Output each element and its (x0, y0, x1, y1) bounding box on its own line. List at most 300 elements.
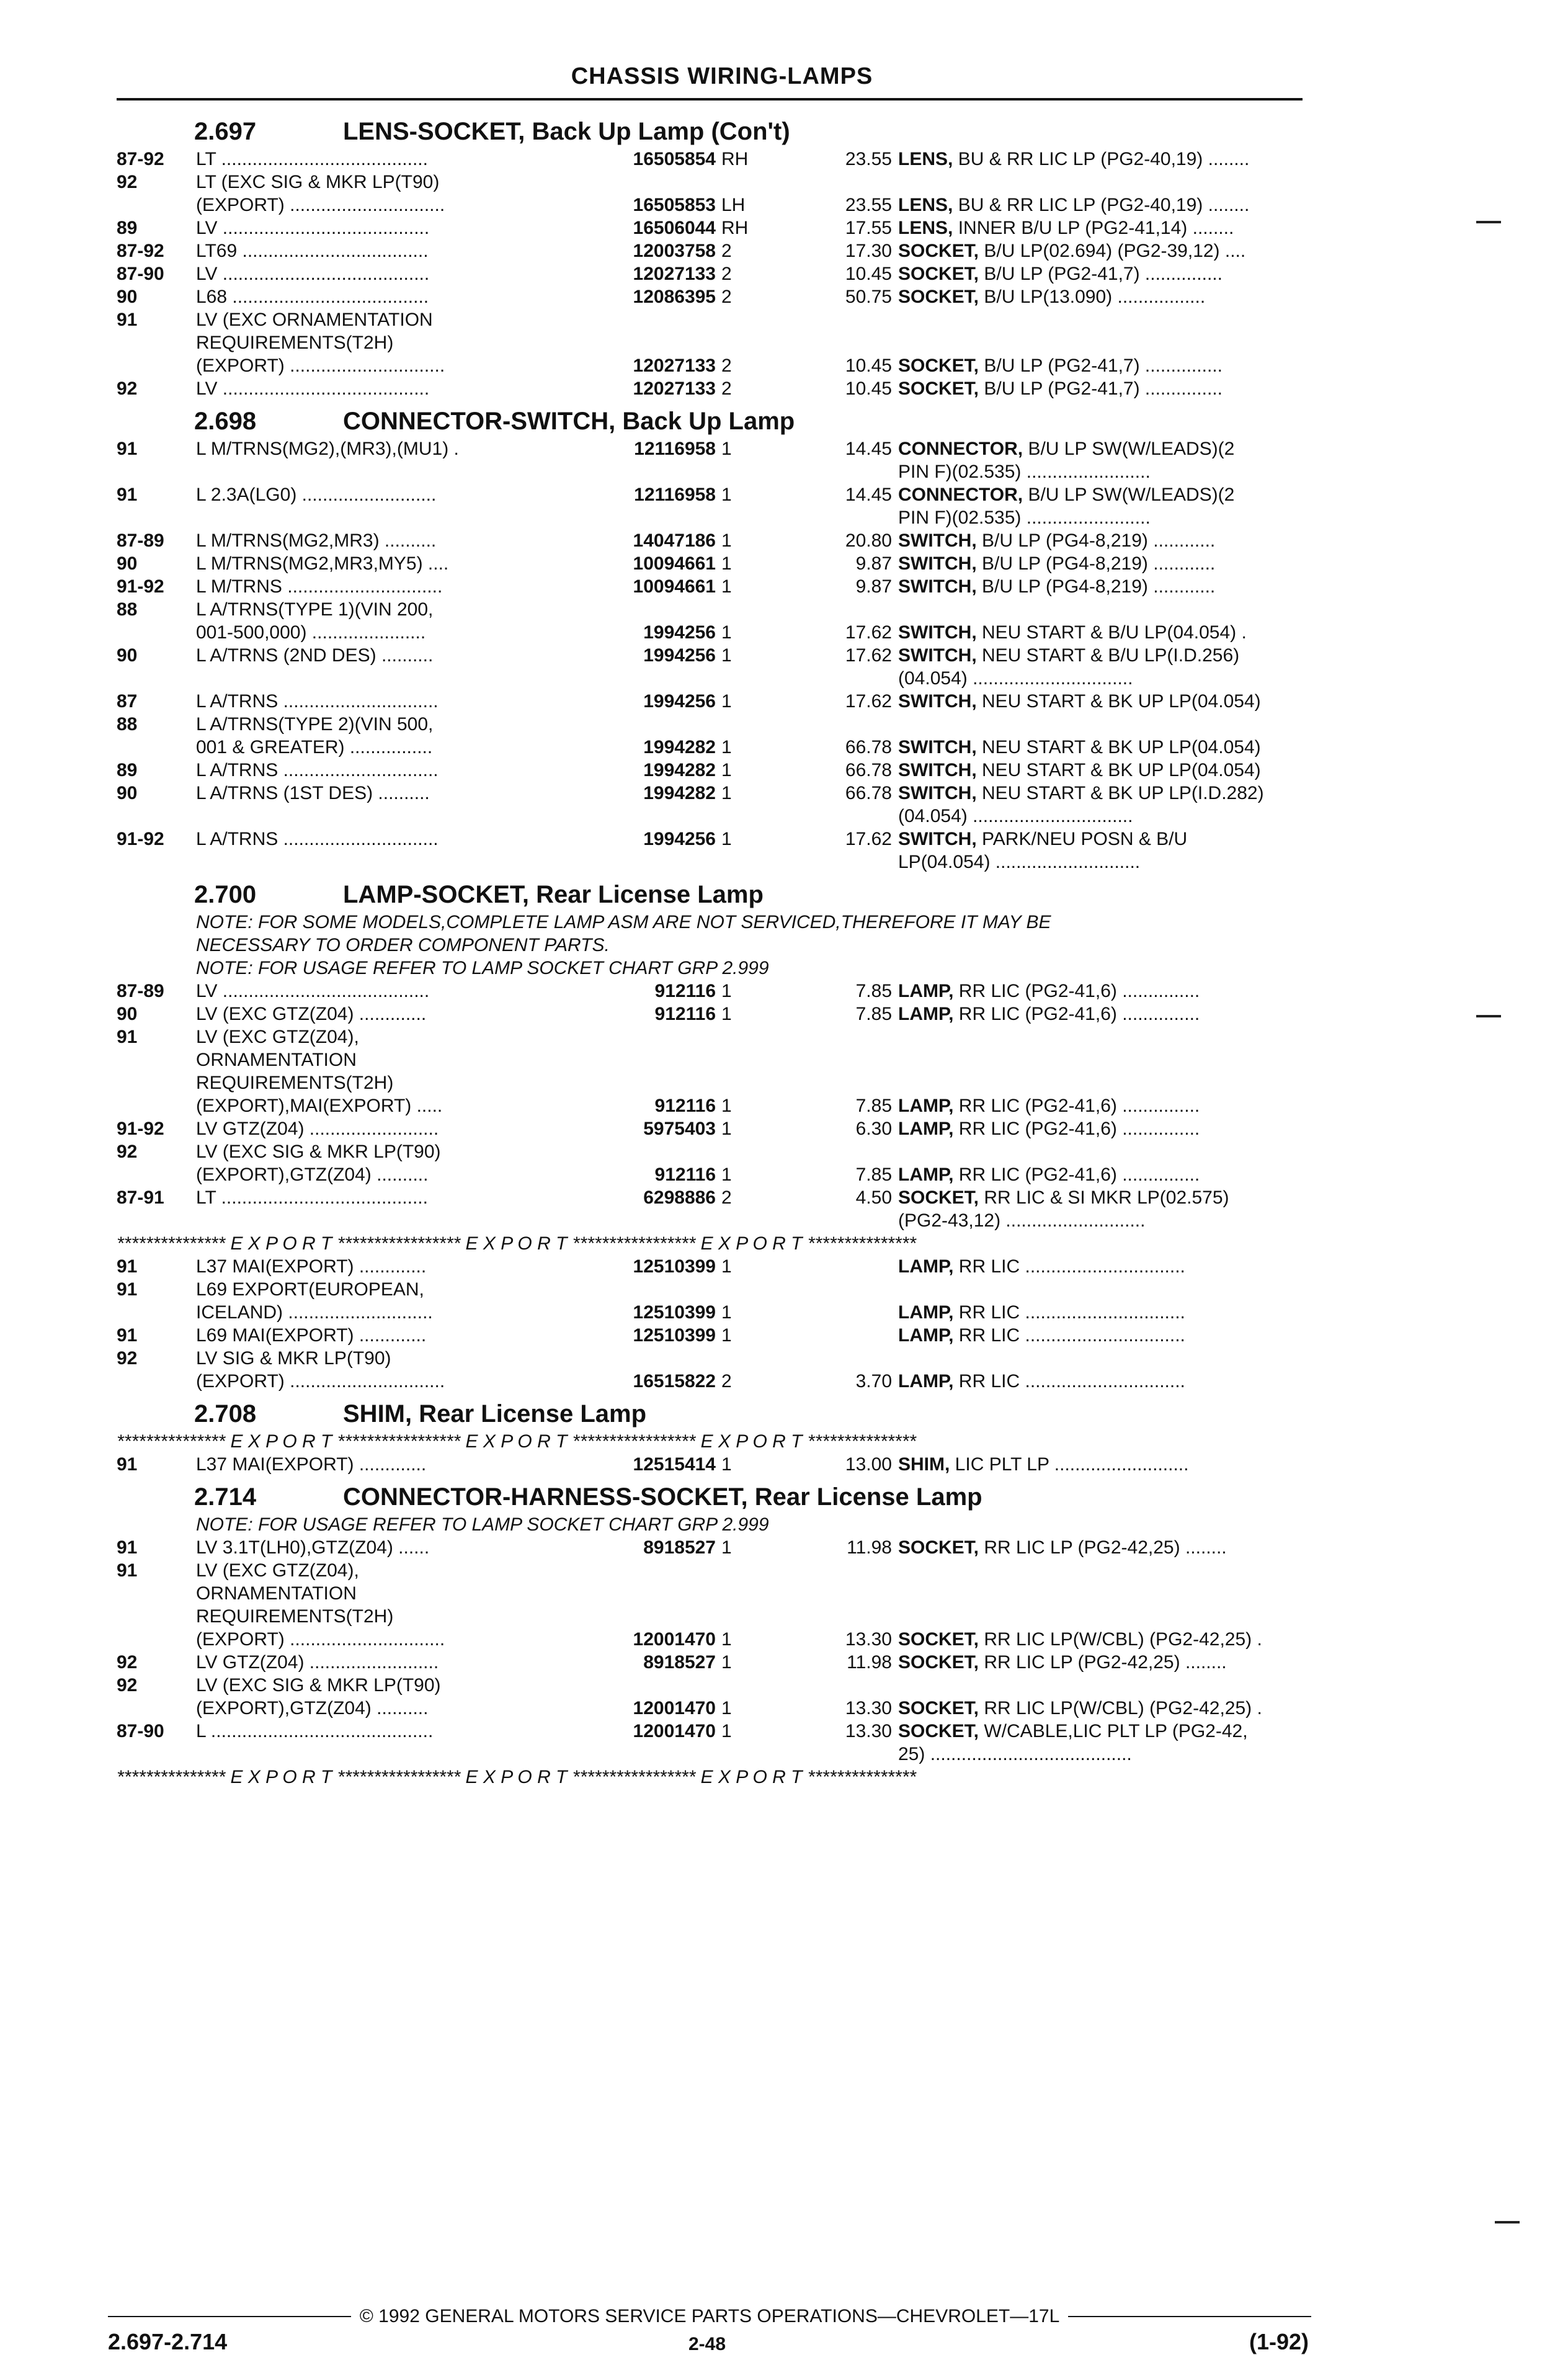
part-name (898, 529, 1303, 552)
application-description: ORNAMENTATION (196, 1050, 357, 1070)
part-name-detail: RR LIC ............................... (953, 1302, 1185, 1323)
footer-rule-right (1068, 2316, 1311, 2317)
application-description: L A/TRNS (2ND DES) .......... (196, 645, 434, 666)
application-description: L69 MAI(EXPORT) ............. (196, 1325, 427, 1346)
part-name-detail: B/U LP (PG2-41,7) ............... (979, 378, 1223, 399)
part-name (898, 377, 1303, 400)
application-description: LV (EXC SIG & MKR LP(T90) (196, 1675, 441, 1696)
model-year: 92 (117, 378, 138, 399)
part-row (117, 1026, 1303, 1048)
part-name-noun: SOCKET, (898, 1698, 979, 1718)
export-separator: *************** E X P O R T ***************** E X P O R T ***************** E X P O R T *************** (117, 1431, 916, 1452)
part-number: 12027133 (633, 264, 716, 284)
part-row (117, 980, 1303, 1003)
price: 10.45 (845, 378, 892, 399)
part-name-noun: SHIM, (898, 1454, 950, 1475)
part-name (898, 262, 1303, 285)
application-description: L ........................................... (196, 1721, 434, 1741)
part-name-detail: NEU START & B/U LP(04.054) . (976, 622, 1247, 643)
application-description: LV (EXC GTZ(Z04), (196, 1027, 359, 1047)
part-number: 12086395 (633, 287, 716, 307)
quantity: 1 (721, 829, 732, 849)
section-title: LAMP-SOCKET, Rear License Lamp (343, 881, 764, 908)
part-name-noun: LAMP, (898, 1371, 954, 1392)
quantity: 1 (721, 981, 732, 1001)
part-row (117, 460, 1303, 483)
price: 13.30 (845, 1698, 892, 1718)
section-header (117, 874, 1303, 911)
price: 50.75 (845, 287, 892, 307)
part-number: 12003758 (633, 241, 716, 261)
margin-mark (1476, 1015, 1501, 1017)
section-note: NOTE: FOR SOME MODELS,COMPLETE LAMP ASM ARE NOT SERVICED,THEREFORE IT MAY BE NECESSARY TO ORDER COMPONENT PARTS. (196, 912, 1051, 955)
part-name-detail: NEU START & BK UP LP(I.D.282) (976, 783, 1264, 803)
part-row (117, 782, 1303, 805)
part-name-noun: LAMP, (898, 1119, 954, 1139)
part-row (117, 828, 1303, 851)
model-year: 91 (117, 485, 138, 505)
part-name (898, 805, 1303, 828)
quantity: 1 (721, 645, 732, 666)
part-name-noun: SWITCH, (898, 530, 977, 551)
part-name-detail: RR LIC ............................... (953, 1256, 1185, 1277)
model-year: 91 (117, 1537, 138, 1558)
part-row (117, 194, 1303, 217)
part-name (898, 1094, 1303, 1117)
part-number: 8918527 (643, 1652, 716, 1673)
model-year: 92 (117, 1652, 138, 1673)
application-description: LV (EXC ORNAMENTATION (196, 310, 433, 330)
model-year: 88 (117, 599, 138, 620)
section-number: 2.697 (194, 118, 257, 145)
model-year: 89 (117, 760, 138, 780)
price: 7.85 (855, 981, 892, 1001)
application-description: ORNAMENTATION (196, 1583, 357, 1604)
part-number: 1994256 (643, 691, 716, 712)
part-row (117, 1278, 1303, 1301)
application-description: (EXPORT) .............................. (196, 195, 445, 215)
quantity: 1 (721, 622, 732, 643)
price: 13.00 (845, 1454, 892, 1475)
part-name (898, 285, 1303, 308)
application-description: (EXPORT) .............................. (196, 1629, 445, 1650)
model-year: 87-89 (117, 530, 164, 551)
part-number: 12510399 (633, 1325, 716, 1346)
application-description: REQUIREMENTS(T2H) (196, 1606, 394, 1627)
part-number: 5975403 (643, 1119, 716, 1139)
part-name-detail: LIC PLT LP .......................... (950, 1454, 1189, 1475)
application-description: LV ........................................ (196, 378, 430, 399)
part-name (898, 354, 1303, 377)
footer-copyright-line (108, 2303, 1311, 2330)
part-name-detail: B/U LP (PG4-8,219) ............ (976, 530, 1216, 551)
part-row (117, 1301, 1303, 1324)
part-name (898, 1697, 1303, 1720)
price: 20.80 (845, 530, 892, 551)
part-name-noun: SWITCH, (898, 691, 977, 712)
application-description: L A/TRNS(TYPE 1)(VIN 200, (196, 599, 434, 620)
quantity: 1 (721, 1652, 732, 1673)
part-name-detail: NEU START & B/U LP(I.D.256) (976, 645, 1240, 666)
quantity: 2 (721, 287, 732, 307)
title-rule (117, 98, 1303, 101)
part-name-noun: LAMP, (898, 1096, 954, 1116)
part-row (117, 1209, 1303, 1232)
part-row (117, 1720, 1303, 1743)
part-number: 1994282 (643, 783, 716, 803)
footer-date-code: (1-92) (1249, 2329, 1309, 2354)
part-name (898, 736, 1303, 759)
part-name-noun: SWITCH, (898, 760, 977, 780)
quantity: 1 (721, 1721, 732, 1741)
model-year: 91 (117, 439, 138, 459)
part-name-detail: B/U LP(13.090) ................. (979, 287, 1206, 307)
quantity: 1 (721, 1096, 732, 1116)
application-description: LV GTZ(Z04) ......................... (196, 1652, 439, 1673)
part-row (117, 1003, 1303, 1026)
part-name (898, 194, 1303, 217)
part-number: 14047186 (633, 530, 716, 551)
part-name (898, 759, 1303, 782)
price: 17.30 (845, 241, 892, 261)
part-row (117, 1743, 1303, 1766)
part-name-detail: B/U LP (PG4-8,219) ............ (976, 576, 1216, 597)
part-name-detail: W/CABLE,LIC PLT LP (PG2-42, (979, 1721, 1248, 1741)
price: 6.30 (855, 1119, 892, 1139)
price: 66.78 (845, 783, 892, 803)
part-name-noun: LENS, (898, 149, 953, 169)
part-row (117, 1071, 1303, 1094)
section-number: 2.708 (194, 1400, 257, 1428)
part-number: 12515414 (633, 1454, 716, 1475)
part-name (898, 782, 1303, 805)
application-description: LV ........................................ (196, 981, 430, 1001)
quantity: 1 (721, 553, 732, 574)
application-description: 001 & GREATER) ................ (196, 737, 433, 757)
quantity: 1 (721, 485, 732, 505)
section-header (117, 1393, 1303, 1430)
model-year: 92 (117, 1675, 138, 1696)
part-number: 1994256 (643, 829, 716, 849)
part-name-noun: LAMP, (898, 981, 954, 1001)
price: 10.45 (845, 355, 892, 376)
part-row (117, 713, 1303, 736)
model-year: 91 (117, 1279, 138, 1300)
part-row (117, 759, 1303, 782)
part-row (117, 506, 1303, 529)
section-title: CONNECTOR-HARNESS-SOCKET, Rear License Lamp (343, 1483, 982, 1511)
part-row (117, 1536, 1303, 1559)
part-name-noun: LAMP, (898, 1004, 954, 1024)
footer-page-number: 2-48 (688, 2334, 726, 2354)
part-row (117, 1347, 1303, 1370)
application-description: LT69 .................................... (196, 241, 429, 261)
application-description: (EXPORT),GTZ(Z04) .......... (196, 1164, 429, 1185)
price: 11.98 (847, 1537, 892, 1558)
application-description: (EXPORT) .............................. (196, 1371, 445, 1392)
part-row (117, 1651, 1303, 1674)
part-row (117, 621, 1303, 644)
part-row (117, 736, 1303, 759)
quantity: 1 (721, 1454, 732, 1475)
part-name (898, 621, 1303, 644)
part-name-detail: B/U LP (PG2-41,7) ............... (979, 355, 1223, 376)
parts-section (117, 1393, 1303, 1476)
application-description: LV GTZ(Z04) ......................... (196, 1119, 439, 1139)
part-name-noun: LENS, (898, 218, 953, 238)
part-name-noun: SOCKET, (898, 1629, 979, 1650)
parts-section (117, 874, 1303, 1393)
part-name (898, 575, 1303, 598)
footer-rule-left (108, 2316, 351, 2317)
model-year: 90 (117, 645, 138, 666)
part-name-detail: RR LIC LP(W/CBL) (PG2-42,25) . (979, 1698, 1262, 1718)
part-number: 12116958 (634, 439, 716, 459)
application-description: LT ........................................ (196, 1187, 428, 1208)
application-description: LV (EXC GTZ(Z04) ............. (196, 1004, 427, 1024)
part-name-detail: BU & RR LIC LP (PG2-40,19) ........ (953, 195, 1250, 215)
part-number: 912116 (654, 981, 716, 1001)
price: 17.62 (845, 622, 892, 643)
part-name (898, 1186, 1303, 1209)
quantity: 1 (721, 576, 732, 597)
part-name-detail: RR LIC LP (PG2-42,25) ........ (979, 1537, 1227, 1558)
part-number: 12510399 (633, 1302, 716, 1323)
quantity: 1 (721, 530, 732, 551)
quantity: 1 (721, 1164, 732, 1185)
quantity: 1 (721, 1256, 732, 1277)
application-description: L M/TRNS(MG2,MR3,MY5) .... (196, 553, 449, 574)
part-name-noun: LAMP, (898, 1164, 954, 1185)
application-description: (EXPORT),GTZ(Z04) .......... (196, 1698, 429, 1718)
footer-section-range: 2.697-2.714 (108, 2329, 228, 2354)
part-name (898, 552, 1303, 575)
section-note: NOTE: FOR USAGE REFER TO LAMP SOCKET CHART GRP 2.999 (196, 958, 769, 978)
part-row (117, 1582, 1303, 1605)
part-name-detail: PARK/NEU POSN & B/U (976, 829, 1188, 849)
part-name-noun: LAMP, (898, 1302, 954, 1323)
part-name (898, 1720, 1303, 1743)
part-row (117, 239, 1303, 262)
part-name-noun: SOCKET, (898, 355, 979, 376)
section-number: 2.698 (194, 408, 257, 435)
application-description: L M/TRNS .............................. (196, 576, 443, 597)
part-name-noun: SWITCH, (898, 783, 977, 803)
part-name (898, 1324, 1303, 1347)
model-year: 91 (117, 310, 138, 330)
model-year: 91 (117, 1454, 138, 1475)
part-name (898, 667, 1303, 690)
model-year: 87 (117, 691, 138, 712)
application-description: L M/TRNS(MG2),(MR3),(MU1) . (196, 439, 459, 459)
part-name-detail: 25) ....................................... (898, 1744, 1132, 1764)
part-number: 16506044 (633, 218, 716, 238)
application-description: LV ........................................ (196, 264, 430, 284)
part-row (117, 1048, 1303, 1071)
quantity: LH (721, 195, 746, 215)
part-row (117, 1163, 1303, 1186)
part-row (117, 331, 1303, 354)
part-name (898, 980, 1303, 1003)
part-name (898, 1370, 1303, 1393)
part-number: 10094661 (633, 553, 716, 574)
model-year: 92 (117, 172, 138, 192)
part-name-detail: (04.054) ............................... (898, 668, 1133, 689)
part-row (117, 354, 1303, 377)
part-name-detail: RR LIC (PG2-41,6) ............... (953, 1096, 1200, 1116)
part-number: 6298886 (643, 1187, 716, 1208)
application-description: L68 ...................................... (196, 287, 429, 307)
price: 7.85 (855, 1004, 892, 1024)
application-description: REQUIREMENTS(T2H) (196, 333, 394, 353)
part-row (117, 529, 1303, 552)
part-row (117, 575, 1303, 598)
part-row (117, 217, 1303, 239)
part-number: 16505853 (633, 195, 716, 215)
margin-mark (1495, 2221, 1520, 2223)
part-row (117, 667, 1303, 690)
application-description: L A/TRNS .............................. (196, 760, 439, 780)
part-number: 12116958 (634, 485, 716, 505)
price: 4.50 (855, 1187, 892, 1208)
quantity: 1 (721, 1119, 732, 1139)
price: 23.55 (845, 149, 892, 169)
model-year: 91 (117, 1027, 138, 1047)
quantity: 2 (721, 1187, 732, 1208)
part-number: 16505854 (633, 149, 716, 169)
model-year: 91 (117, 1560, 138, 1581)
application-description: LV SIG & MKR LP(T90) (196, 1348, 391, 1369)
quantity: 1 (721, 439, 732, 459)
part-name (898, 506, 1303, 529)
quantity: 1 (721, 1302, 732, 1323)
part-name-noun: CONNECTOR, (898, 439, 1023, 459)
part-name-detail: LP(04.054) ............................ (898, 852, 1141, 872)
part-name (898, 1163, 1303, 1186)
part-name-noun: SOCKET, (898, 1187, 979, 1208)
application-description: ICELAND) ............................ (196, 1302, 433, 1323)
quantity: 1 (721, 1537, 732, 1558)
quantity: 2 (721, 1371, 732, 1392)
part-name-noun: SWITCH, (898, 622, 977, 643)
model-year: 89 (117, 218, 138, 238)
part-row (117, 483, 1303, 506)
section-note: NOTE: FOR USAGE REFER TO LAMP SOCKET CHART GRP 2.999 (196, 1514, 769, 1535)
section-title: SHIM, Rear License Lamp (343, 1400, 647, 1428)
model-year: 90 (117, 783, 138, 803)
price: 9.87 (855, 576, 892, 597)
part-name-noun: SWITCH, (898, 737, 977, 757)
price: 14.45 (845, 439, 892, 459)
application-description: (EXPORT) .............................. (196, 355, 445, 376)
part-name (898, 828, 1303, 851)
part-name-detail: B/U LP(02.694) (PG2-39,12) .... (979, 241, 1246, 261)
export-separator: *************** E X P O R T ***************** E X P O R T ***************** E X P O R T *************** (117, 1767, 916, 1787)
part-number: 1994282 (643, 737, 716, 757)
application-description: (EXPORT),MAI(EXPORT) ..... (196, 1096, 443, 1116)
quantity: 1 (721, 691, 732, 712)
model-year: 87-89 (117, 981, 164, 1001)
quantity: 2 (721, 264, 732, 284)
part-number: 1994256 (643, 622, 716, 643)
part-number: 10094661 (633, 576, 716, 597)
part-name-noun: SOCKET, (898, 241, 979, 261)
part-name-noun: LAMP, (898, 1256, 954, 1277)
part-number: 12001470 (633, 1721, 716, 1741)
part-name (898, 217, 1303, 239)
section-header (117, 110, 1303, 148)
margin-mark (1476, 221, 1501, 223)
part-name-detail: RR LIC (PG2-41,6) ............... (953, 1119, 1200, 1139)
price: 14.45 (845, 485, 892, 505)
part-name-detail: B/U LP (PG2-41,7) ............... (979, 264, 1223, 284)
part-number: 12027133 (633, 378, 716, 399)
model-year: 90 (117, 553, 138, 574)
application-description: L37 MAI(EXPORT) ............. (196, 1454, 427, 1475)
part-number: 8918527 (643, 1537, 716, 1558)
price: 3.70 (855, 1371, 892, 1392)
quantity: 1 (721, 1004, 732, 1024)
part-name-detail: B/U LP (PG4-8,219) ............ (976, 553, 1216, 574)
price: 66.78 (845, 737, 892, 757)
part-row (117, 308, 1303, 331)
model-year: 88 (117, 714, 138, 735)
part-number: 912116 (654, 1004, 716, 1024)
part-name-detail: RR LIC ............................... (953, 1325, 1185, 1346)
model-year: 87-90 (117, 264, 164, 284)
model-year: 87-91 (117, 1187, 164, 1208)
price: 10.45 (845, 264, 892, 284)
application-description: 001-500,000) ...................... (196, 622, 426, 643)
quantity: 2 (721, 378, 732, 399)
quantity: 1 (721, 737, 732, 757)
application-description: LV (EXC SIG & MKR LP(T90) (196, 1142, 441, 1162)
quantity: 2 (721, 355, 732, 376)
price: 7.85 (855, 1096, 892, 1116)
quantity: 1 (721, 760, 732, 780)
model-year: 91 (117, 1325, 138, 1346)
part-row (117, 1453, 1303, 1476)
model-year: 90 (117, 1004, 138, 1024)
part-row (117, 262, 1303, 285)
part-row (117, 1697, 1303, 1720)
part-name (898, 1255, 1303, 1278)
model-year: 90 (117, 287, 138, 307)
page-title: CHASSIS WIRING-LAMPS (571, 63, 873, 89)
part-number: 12027133 (633, 355, 716, 376)
price: 9.87 (855, 553, 892, 574)
part-row (117, 644, 1303, 667)
part-row (117, 1094, 1303, 1117)
quantity: 1 (721, 1325, 732, 1346)
part-name-detail: B/U LP SW(W/LEADS)(2 (1023, 485, 1235, 505)
part-row (117, 851, 1303, 874)
part-name-noun: SOCKET, (898, 378, 979, 399)
export-separator: *************** E X P O R T ***************** E X P O R T ***************** E X P O R T *************** (117, 1233, 916, 1254)
quantity: 1 (721, 1698, 732, 1718)
part-name-noun: SOCKET, (898, 1721, 979, 1741)
part-name-noun: LAMP, (898, 1325, 954, 1346)
application-description: L M/TRNS(MG2,MR3) .......... (196, 530, 437, 551)
part-row (117, 1605, 1303, 1628)
section-title: LENS-SOCKET, Back Up Lamp (Con't) (343, 118, 790, 145)
application-description: LV 3.1T(LH0),GTZ(Z04) ...... (196, 1537, 430, 1558)
quantity: 1 (721, 783, 732, 803)
part-number: 16515822 (633, 1371, 716, 1392)
application-description: L A/TRNS(TYPE 2)(VIN 500, (196, 714, 434, 735)
parts-section (117, 1476, 1303, 1789)
part-name (898, 1651, 1303, 1674)
